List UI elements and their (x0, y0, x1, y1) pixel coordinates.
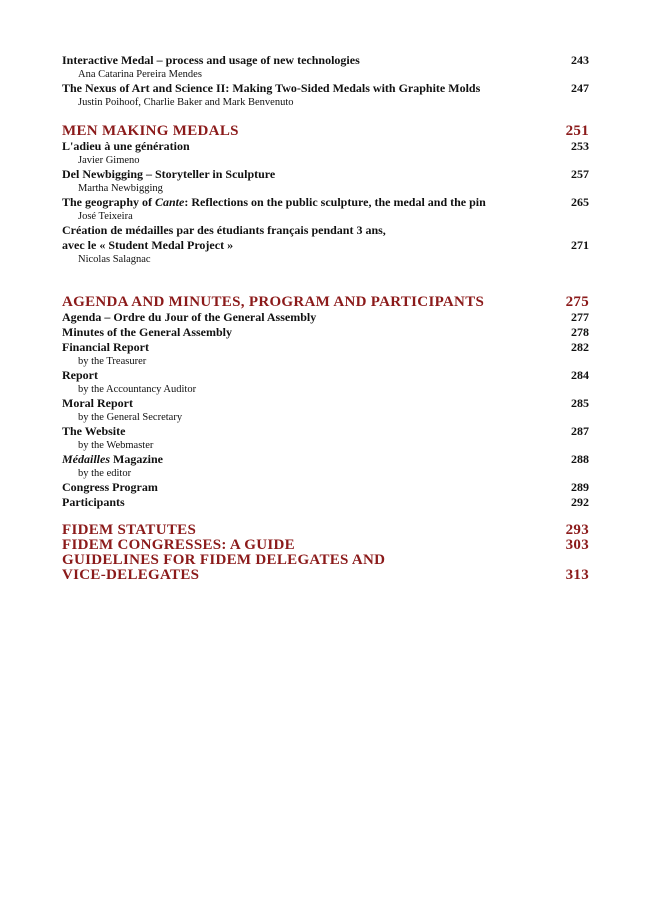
entry-title: The Nexus of Art and Science II: Making Two-Sided Medals with Graphite Molds (62, 81, 481, 95)
entry-title-italic: Médailles (62, 452, 110, 466)
section-page-number: 251 (565, 123, 589, 139)
entry-title: L'adieu à une génération (62, 139, 190, 153)
section-title: MEN MAKING MEDALS (62, 123, 239, 139)
entry-page-number: 271 (571, 238, 589, 252)
toc-entry-financial-report (62, 340, 589, 368)
entry-page-number: 243 (571, 53, 589, 67)
section-heading-fidem-statutes (62, 523, 589, 538)
entry-title-line-1: Création de médailles par des étudiants français pendant 3 ans, (62, 223, 386, 237)
entry-title: Participants (62, 495, 125, 509)
entry-title-part: Magazine (110, 452, 163, 466)
entry-author: José Teixeira (78, 211, 133, 222)
entry-page-number: 284 (571, 368, 589, 382)
entry-page-number: 278 (571, 325, 589, 339)
section-title: FIDEM STATUTES (62, 522, 197, 538)
entry-title-part: : Reflections on the public sculpture, the medal and the pin (184, 195, 486, 209)
toc-entry-creation (62, 223, 589, 266)
entry-author: by the Treasurer (78, 356, 147, 367)
entry-title: Interactive Medal – process and usage of new technologies (62, 53, 360, 67)
table-of-contents (62, 53, 589, 583)
section-page-number: 275 (565, 294, 589, 310)
section-heading-fidem-congresses (62, 538, 589, 553)
toc-entry-nexus (62, 81, 589, 109)
entry-title (62, 452, 163, 467)
toc-entry-report (62, 368, 589, 396)
entry-author: Ana Catarina Pereira Mendes (78, 69, 202, 80)
toc-entry-interactive-medal (62, 53, 589, 81)
entry-page-number: 285 (571, 396, 589, 410)
toc-entry-participants (62, 495, 589, 510)
entry-title (62, 195, 486, 210)
toc-entry-agenda (62, 310, 589, 325)
section-heading-men-making-medals (62, 124, 589, 139)
section-title: FIDEM CONGRESSES: A GUIDE (62, 537, 295, 553)
section-page-number: 303 (565, 537, 589, 553)
entry-title-line-2: avec le « Student Medal Project » (62, 238, 234, 252)
toc-entry-newbigging (62, 167, 589, 195)
toc-entry-moral-report (62, 396, 589, 424)
entry-page-number: 253 (571, 139, 589, 153)
entry-author: by the editor (78, 468, 132, 479)
entry-author: Nicolas Salagnac (78, 254, 151, 265)
section-page-number: 313 (565, 567, 589, 583)
entry-title: Del Newbigging – Storyteller in Sculpture (62, 167, 276, 181)
entry-title: Minutes of the General Assembly (62, 325, 232, 339)
entry-title: The Website (62, 424, 126, 438)
section-title: AGENDA AND MINUTES, PROGRAM AND PARTICIPANTS (62, 294, 485, 310)
toc-entry-minutes (62, 325, 589, 340)
entry-title: Moral Report (62, 396, 133, 410)
entry-title: Report (62, 368, 98, 382)
entry-page-number: 288 (571, 452, 589, 466)
entry-author: by the General Secretary (78, 412, 183, 423)
entry-page-number: 265 (571, 195, 589, 209)
section-page-number: 293 (565, 522, 589, 538)
entry-author: Martha Newbigging (78, 183, 163, 194)
toc-entry-website (62, 424, 589, 452)
section-heading-guidelines (62, 553, 589, 583)
entry-author: by the Webmaster (78, 440, 154, 451)
toc-entry-cante (62, 195, 589, 223)
entry-page-number: 282 (571, 340, 589, 354)
entry-page-number: 287 (571, 424, 589, 438)
section-heading-agenda (62, 295, 589, 310)
toc-entry-adieu (62, 139, 589, 167)
entry-title: Agenda – Ordre du Jour of the General Assembly (62, 310, 317, 324)
entry-title-part: The geography of (62, 195, 155, 209)
toc-entry-congress-program (62, 480, 589, 495)
entry-page-number: 292 (571, 495, 589, 509)
entry-page-number: 247 (571, 81, 589, 95)
entry-page-number: 289 (571, 480, 589, 494)
entry-author: Javier Gimeno (78, 155, 140, 166)
entry-title: Congress Program (62, 480, 158, 494)
toc-entry-magazine (62, 452, 589, 480)
entry-title: Financial Report (62, 340, 149, 354)
section-title-line-1: GUIDELINES FOR FIDEM DELEGATES AND (62, 552, 386, 568)
section-title-line-2: VICE-DELEGATES (62, 567, 200, 583)
entry-author: Justin Poihoof, Charlie Baker and Mark Benvenuto (78, 97, 294, 108)
entry-title-italic: Cante (155, 195, 185, 209)
entry-author: by the Accountancy Auditor (78, 384, 197, 395)
entry-page-number: 257 (571, 167, 589, 181)
entry-page-number: 277 (571, 310, 589, 324)
